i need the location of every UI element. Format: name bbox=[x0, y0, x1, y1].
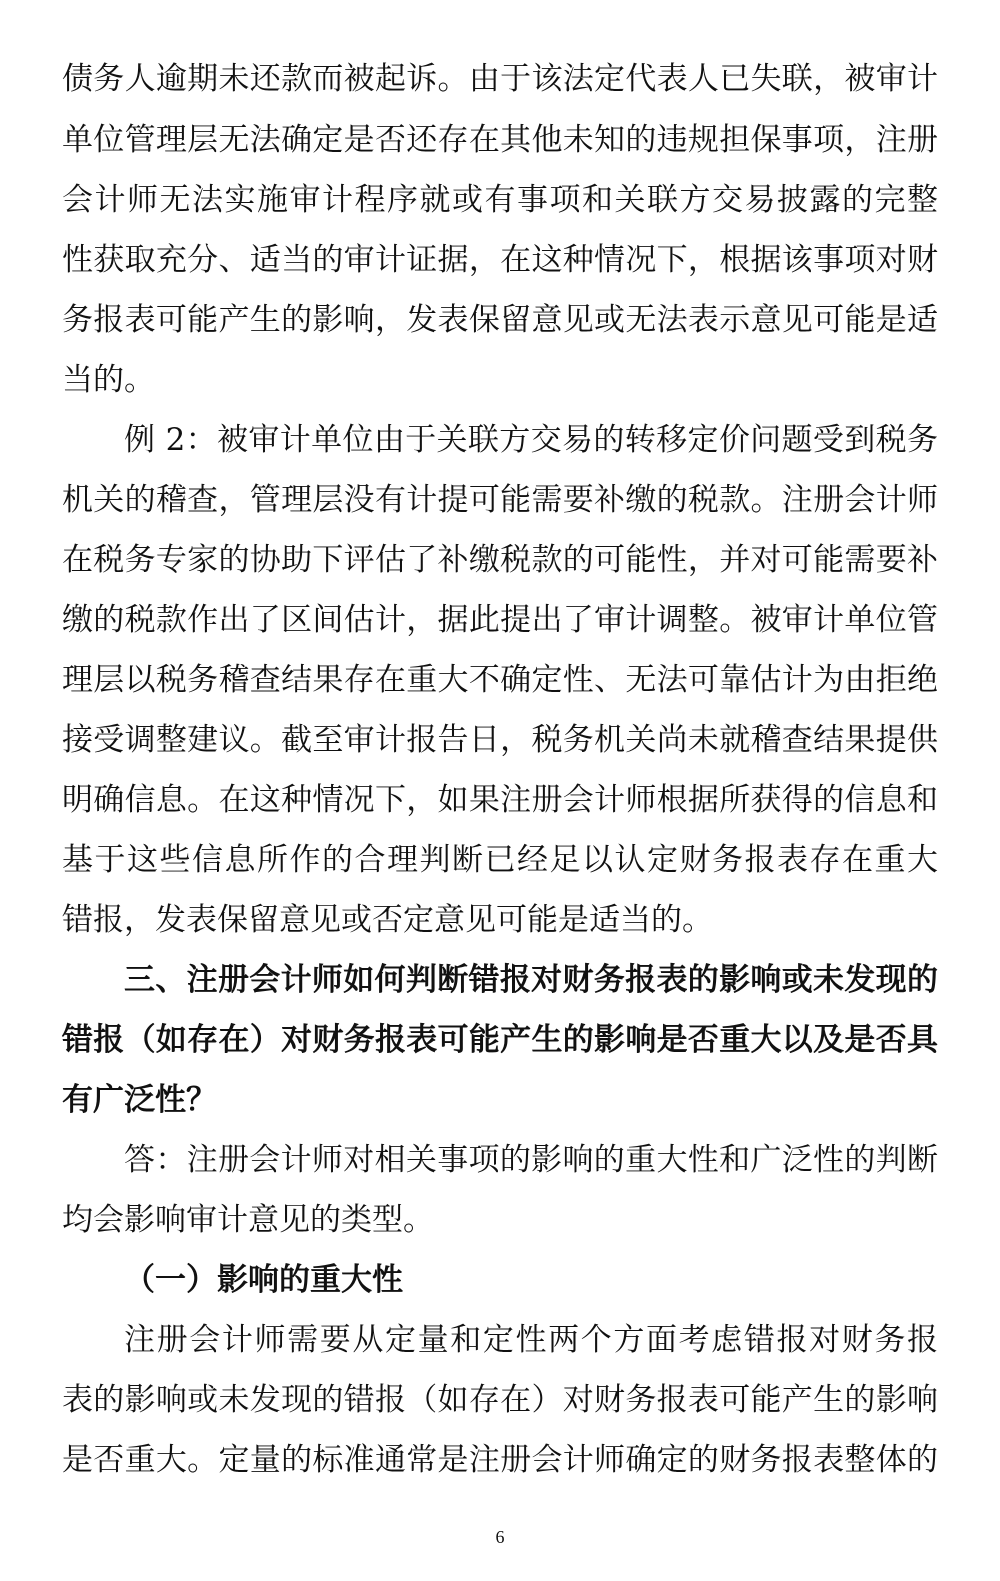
body-text-line: 当的。 bbox=[62, 362, 155, 398]
body-text-line: 债务人逾期未还款而被起诉。由于该法定代表人已失联，被审计 bbox=[62, 61, 938, 97]
body-text-line: 接受调整建议。截至审计报告日，税务机关尚未就稽查结果提供 bbox=[62, 722, 938, 758]
section-heading-line: 有广泛性？ bbox=[62, 1082, 217, 1118]
section-heading-line: 错报（如存在）对财务报表可能产生的影响是否重大以及是否具 bbox=[62, 1022, 938, 1058]
answer-first-line: 答：注册会计师对相关事项的影响的重大性和广泛性的判断 bbox=[124, 1142, 938, 1178]
body-text-line: 缴的税款作出了区间估计，据此提出了审计调整。被审计单位管 bbox=[62, 602, 938, 638]
body-text-line: 注册会计师需要从定量和定性两个方面考虑错报对财务报 bbox=[124, 1322, 938, 1358]
body-text-line: 务报表可能产生的影响，发表保留意见或无法表示意见可能是适 bbox=[62, 302, 938, 338]
example-2-first-line: 例 2：被审计单位由于关联方交易的转移定价问题受到税务 bbox=[124, 422, 938, 458]
page-number: 6 bbox=[495, 1527, 505, 1547]
body-text-line: 错报，发表保留意见或否定意见可能是适当的。 bbox=[62, 902, 713, 938]
body-text-line: 单位管理层无法确定是否还存在其他未知的违规担保事项，注册 bbox=[62, 122, 938, 158]
body-text-line: 性获取充分、适当的审计证据，在这种情况下，根据该事项对财 bbox=[62, 242, 938, 278]
body-text-line: 机关的稽查，管理层没有计提可能需要补缴的税款。注册会计师 bbox=[62, 482, 938, 518]
section-heading-line: 三、注册会计师如何判断错报对财务报表的影响或未发现的 bbox=[124, 962, 938, 998]
body-text-line: 表的影响或未发现的错报（如存在）对财务报表可能产生的影响 bbox=[62, 1382, 938, 1418]
body-text-line: 均会影响审计意见的类型。 bbox=[62, 1202, 434, 1238]
body-text-line: 基于这些信息所作的合理判断已经足以认定财务报表存在重大 bbox=[62, 842, 938, 878]
body-text-line: 明确信息。在这种情况下，如果注册会计师根据所获得的信息和 bbox=[62, 782, 938, 818]
sub-heading: （一）影响的重大性 bbox=[124, 1262, 403, 1298]
body-text-line: 是否重大。定量的标准通常是注册会计师确定的财务报表整体的 bbox=[62, 1442, 938, 1478]
body-text-line: 理层以税务稽查结果存在重大不确定性、无法可靠估计为由拒绝 bbox=[62, 662, 938, 698]
body-text-line: 在税务专家的协助下评估了补缴税款的可能性，并对可能需要补 bbox=[62, 542, 938, 578]
body-text-line: 会计师无法实施审计程序就或有事项和关联方交易披露的完整 bbox=[62, 182, 938, 218]
